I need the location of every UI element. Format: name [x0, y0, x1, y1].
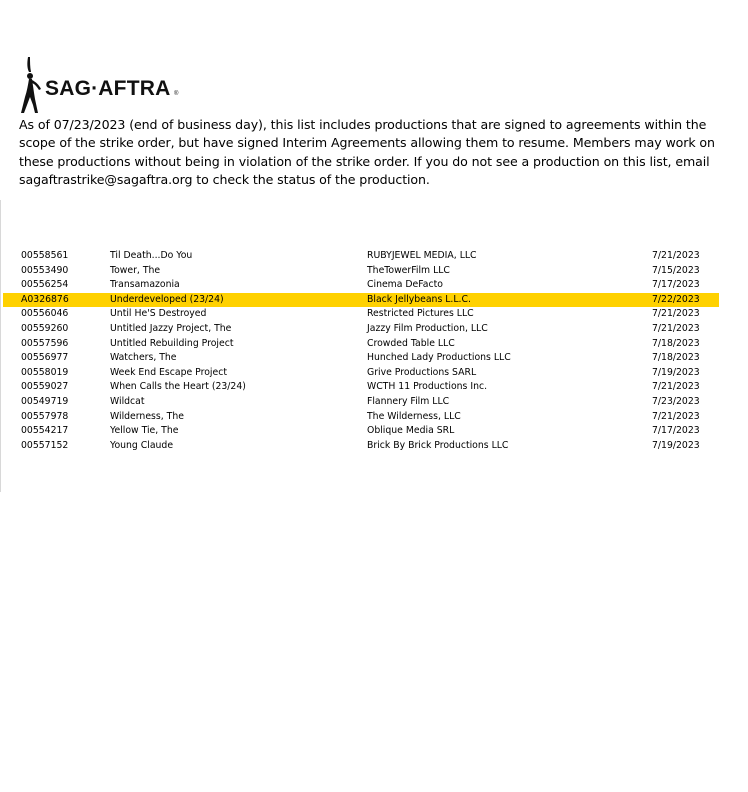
production-title: Untitled Rebuilding Project	[110, 337, 234, 349]
table-row	[3, 278, 719, 293]
production-id: 00558561	[21, 250, 69, 261]
production-title: Untitled Jazzy Project, The	[110, 322, 232, 334]
production-title: Until He'S Destroyed	[110, 308, 207, 320]
production-company: Jazzy Film Production, LLC	[367, 322, 488, 334]
production-company: Restricted Pictures LLC	[367, 308, 474, 320]
table-row	[3, 307, 719, 322]
table-row	[3, 410, 719, 425]
signed-date: 7/18/2023	[652, 337, 700, 349]
signed-date: 7/21/2023	[652, 410, 700, 422]
signed-date: 7/21/2023	[652, 308, 700, 320]
table-row	[3, 264, 719, 279]
production-id: 00559027	[21, 381, 69, 393]
logo-wordmark: SAG·AFTRA	[45, 77, 171, 100]
production-id: 00557978	[21, 410, 69, 422]
signed-date: 7/15/2023	[652, 264, 700, 276]
table-row	[3, 322, 719, 337]
table-row	[3, 249, 719, 264]
signed-date: 7/21/2023	[652, 322, 700, 334]
performer-figure-icon	[19, 55, 45, 115]
production-id: 00558019	[21, 366, 69, 378]
production-company: RUBYJEWEL MEDIA, LLC	[367, 250, 477, 261]
production-title: Underdeveloped (23/24)	[110, 293, 224, 305]
table-row	[3, 424, 719, 439]
intro-paragraph: As of 07/23/2023 (end of business day), this list includes productions that are signed to agreements within the scope of the strike order, but have signed Interim Agreements allowing them to resume. Members may work on these productions without being in violation of the strike order. If you do not see a production on this list, email sagaftrastrike@sagaftra.org to check the status of the production.	[19, 117, 715, 187]
signed-date: 7/19/2023	[652, 366, 700, 378]
production-id: 00556046	[21, 308, 69, 320]
production-id: 00557152	[21, 439, 69, 451]
production-company: Grive Productions SARL	[367, 366, 477, 378]
signed-date: 7/21/2023	[652, 381, 700, 393]
table-row	[3, 337, 719, 352]
production-id: 00557596	[21, 337, 69, 349]
production-company: Oblique Media SRL	[367, 425, 455, 437]
production-id: 00556977	[21, 352, 69, 364]
production-title: When Calls the Heart (23/24)	[110, 381, 246, 393]
sag-aftra-logo	[19, 55, 189, 115]
production-company: Black Jellybeans L.L.C.	[367, 293, 471, 305]
production-title: Watchers, The	[110, 352, 177, 364]
production-title: Week End Escape Project	[110, 366, 227, 378]
signed-date: 7/23/2023	[652, 395, 700, 407]
production-title: Transamazonia	[110, 279, 180, 291]
production-title: Tower, The	[110, 264, 161, 276]
production-title: Yellow Tie, The	[110, 425, 179, 437]
production-id: 00556254	[21, 279, 69, 291]
production-title: Wilderness, The	[110, 410, 184, 422]
production-company: WCTH 11 Productions Inc.	[367, 381, 488, 393]
production-title: Young Claude	[110, 439, 174, 451]
table-row	[3, 366, 719, 381]
production-company: The Wilderness, LLC	[367, 410, 461, 422]
production-company: Brick By Brick Productions LLC	[367, 439, 509, 451]
table-row	[3, 351, 719, 366]
production-id: 00549719	[21, 395, 69, 407]
signed-date: 7/17/2023	[652, 279, 700, 291]
production-title: Wildcat	[110, 395, 145, 407]
table-row-highlighted	[3, 293, 719, 308]
production-company: Cinema DeFacto	[367, 279, 443, 291]
registered-mark: ®	[174, 91, 179, 97]
production-id: 00559260	[21, 322, 69, 334]
production-id: 00554217	[21, 425, 69, 437]
production-company: Hunched Lady Productions LLC	[367, 352, 511, 364]
table-row	[3, 439, 719, 454]
signed-date: 7/18/2023	[652, 352, 700, 364]
production-id: A0326876	[21, 293, 69, 305]
production-id: 00553490	[21, 264, 69, 276]
signed-date: 7/22/2023	[652, 293, 700, 305]
page-edge-rule	[0, 200, 1, 492]
table-row	[3, 380, 719, 395]
table-row	[3, 395, 719, 410]
production-company: Crowded Table LLC	[367, 337, 455, 349]
signed-date: 7/21/2023	[652, 250, 700, 261]
productions-table	[3, 249, 719, 453]
production-company: TheTowerFilm LLC	[367, 264, 450, 276]
signed-date: 7/17/2023	[652, 425, 700, 437]
production-title: Til Death...Do You	[110, 250, 193, 261]
production-company: Flannery Film LLC	[367, 395, 450, 407]
signed-date: 7/19/2023	[652, 439, 700, 451]
